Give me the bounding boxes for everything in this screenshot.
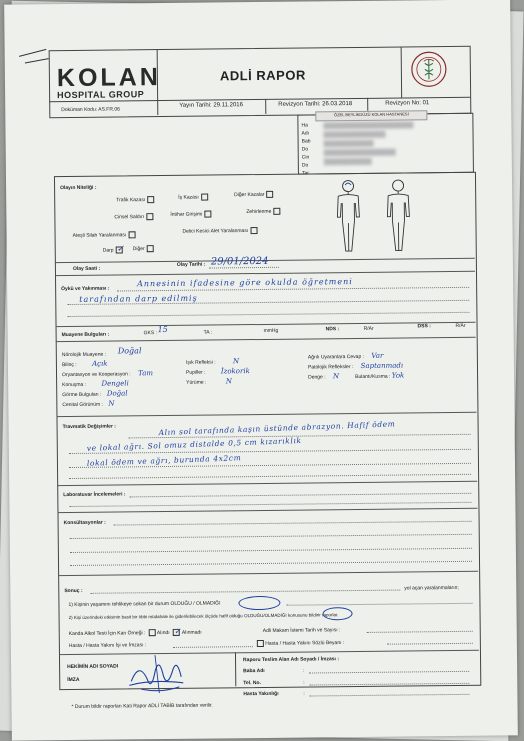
redacted-patient-field: [323, 121, 413, 129]
checkbox-verbal-statement[interactable]: [257, 640, 264, 647]
gks-label: GKS :: [143, 330, 157, 337]
body-diagram: [318, 176, 429, 257]
orientation-value[interactable]: Tam: [138, 369, 154, 378]
result-line-1-options[interactable]: OLDUĞU / OLMADIĞI: [170, 600, 221, 607]
balance-value[interactable]: N: [332, 372, 340, 381]
option-work: İş Kazası: [178, 194, 199, 201]
orientation-label: Oryantasyon ve Kooperasyon :: [62, 371, 131, 379]
incident-date-label: Olay Tarihi :: [176, 261, 206, 268]
pain-response-value[interactable]: Var: [371, 351, 384, 360]
report-title: ADLİ RAPOR: [219, 67, 306, 84]
result-label: Sonuç :: [64, 587, 83, 595]
result-line-2: 2) Kişi üzerindeki etkisinin basit bir tıbbi müdahale ile giderilebilecek ölçüde hafif olduğu: [68, 613, 243, 621]
prosecutor-label: Adli Makam İstemi Tarih ve Sayısı :: [262, 627, 341, 634]
doc-code: Doküman Kodu: AS.FR.06: [61, 106, 120, 114]
pathologic-reflex-value[interactable]: Saptanmadı: [360, 361, 404, 370]
checkbox-alcohol-taken[interactable]: [149, 629, 156, 636]
relation-label: Hasta Yakınlığı: [243, 690, 279, 698]
signature-label: İMZA: [67, 676, 80, 684]
neuro-title-value[interactable]: Doğal: [117, 346, 142, 356]
result-line-2-suffix: konusunu bildirir raporlar.: [287, 612, 339, 618]
checkbox-sexual-assault[interactable]: [146, 213, 153, 220]
option-sexual-assault: Cinsel Saldırı: [114, 214, 145, 221]
pupils-value[interactable]: İzokorik: [220, 367, 250, 376]
trauma-line-3[interactable]: lokal ödem ve ağrı, burunda 4x2cm: [86, 453, 242, 468]
pain-response-label: Ağrılı Uyaranlara Cevap :: [307, 353, 365, 361]
light-reflex-label: Işık Refleksi :: [185, 359, 216, 366]
checkbox-assault[interactable]: [116, 247, 123, 254]
vision-label: Görme Bulguları :: [62, 391, 102, 399]
option-other-accidents: Diğer Kazalar: [234, 191, 265, 199]
lab-label: Laboratuvar İncelemeleri :: [63, 491, 126, 499]
pupils-label: Pupiller :: [185, 369, 206, 376]
nds-label: NDS :: [325, 326, 340, 333]
history-line-2[interactable]: tarafından darp edilmiş: [79, 293, 198, 304]
doctor-signature: [121, 651, 191, 696]
revision-date: Revizyon Tarihi: 26.03.2018: [278, 101, 353, 108]
checkbox-poisoning[interactable]: [273, 208, 280, 215]
checkbox-stab[interactable]: [250, 227, 257, 234]
option-traffic: Trafik Kazası: [116, 197, 146, 204]
ta-unit: mmHg: [263, 327, 279, 334]
balance-label: Denge :: [308, 374, 326, 381]
speech-value[interactable]: Dengeli: [101, 379, 129, 388]
trauma-line-2[interactable]: ve lokal ağrı. Sol omuz distalde 0,5 cm kızarıklık: [86, 435, 302, 453]
light-reflex-value[interactable]: N: [232, 357, 240, 366]
option-assault: Darp: [102, 247, 114, 254]
logo-sub: HOSPITAL GROUP: [57, 89, 145, 101]
appearance-value[interactable]: N: [108, 399, 115, 408]
incident-time-label: Olay Saati :: [72, 265, 101, 272]
redacted-patient-field: [324, 158, 372, 166]
dss-unit: R/Ar: [455, 322, 466, 329]
trauma-line-1[interactable]: Alın sol tarafında kaşın üstünde abrazyon. Hafif ödem: [158, 419, 396, 438]
checkbox-other[interactable]: [147, 245, 154, 252]
checkbox-suicide[interactable]: [204, 211, 211, 218]
patient-labels: Ha Adı Bab Do Cin Do Tar: [301, 122, 311, 177]
alcohol-taken-label: Alındı: [156, 629, 170, 637]
nds-unit: R/Ar: [363, 325, 374, 332]
checkbox-traffic[interactable]: [147, 196, 154, 203]
redacted-patient-field: [324, 131, 386, 139]
alcohol-not-taken-check: ✓: [174, 626, 181, 636]
option-poisoning: Zehirlenme: [246, 208, 272, 215]
phone-label: Tel. No.: [243, 680, 261, 687]
history-label: Öykü ve Yakınması :: [61, 285, 110, 293]
incident-date-value[interactable]: 29/01/2024: [210, 255, 269, 268]
pen-mark: [25, 58, 49, 63]
receiver-label: Raporu Teslim Alan Adı Soyadı / İmzası :: [243, 656, 340, 664]
alcohol-not-taken-label: Alınmadı: [181, 629, 202, 636]
assault-check-mark: ✓: [116, 244, 125, 255]
ta-label: TA :: [203, 329, 213, 336]
walking-value[interactable]: N: [225, 377, 232, 386]
option-stab: Delici Kesici Alet Yaralanması: [182, 227, 249, 235]
option-other: Diğer: [132, 246, 145, 253]
history-line-1[interactable]: Annesinin ifadesine göre okulda öğretmeni: [137, 277, 353, 289]
publish-date: Yayın Tarihi: 29.11.2016: [179, 102, 243, 109]
speech-label: Konuşma :: [62, 381, 87, 389]
appearance-label: Cenital Görünüm :: [62, 401, 103, 409]
checkbox-firearm[interactable]: [128, 231, 135, 238]
relative-signature-label: Hasta / Hasta Yakını İşi ve İmzası :: [68, 642, 147, 650]
logo-main: KOLAN: [56, 63, 161, 93]
alcohol-label: Kanda Alkol Testi İçin Kan Örneği :: [68, 630, 146, 638]
redacted-patient-field: [324, 140, 374, 148]
nausea-label: Bulantı/Kusma :: [355, 373, 391, 381]
checkbox-work[interactable]: [201, 194, 208, 201]
option-firearm: Ateşli Silah Yaralanması: [72, 232, 127, 239]
dss-label: DSS :: [417, 323, 431, 330]
result-line-1: 1) Kişinin yaşamını tehlikeye sokan bir durum: [68, 600, 170, 609]
footer-note: * Durum bildir raporları Kati Rapor ADLİ TABİB tarafından verilir.: [71, 702, 213, 711]
neuro-title: Nörolojik Muayene :: [61, 351, 107, 359]
consciousness-label: Bilinç :: [61, 361, 77, 369]
ministry-seal: [410, 50, 448, 88]
result-suffix: yol açan yaralanmaların;: [404, 584, 459, 592]
consult-label: Konsültasyonlar :: [63, 519, 106, 527]
vision-value[interactable]: Doğal: [106, 389, 128, 398]
consciousness-value[interactable]: Açık: [92, 359, 108, 368]
checkbox-other-accidents[interactable]: [266, 191, 273, 198]
forensic-report-page: KOLAN HOSPITAL GROUP ADLİ RAPOR Doküman Kodu: AS.FR.06 Yayın Tarihi: 29.11.2016 Revizyon Tarihi: 26.03.2018 Revizyon No: 01 ÖZEL BEYLİKDÜZÜ KOLAN HASTANESİ Ha Adı Bab Do Cin Do Tar Olayın Niteliği : Trafik Kazası İş Kazası Diğer Kazalar Cinsel Saldırı İntihar Girişimi Zehirlenme Ateşli Silah Yaralanması Delici Kesici Alet Yaralanması Darp ✓ Diğer Olay Saati : Olay Tarihi : 29/01/2024 Öykü ve Yakınması : Annesinin ifadesine göre okulda öğretmeni tarafından darp edilmiş Muayene Bulguları : GKS : 15 TA : mmHg NDS : R/Ar DSS : R/Ar Nörolojik Muayene : Doğal Bilinç : Açık Oryantasyon ve Kooperasyon : Tam Konuşma : Dengeli Görme Bulguları : Doğal Cenital Görünüm : N Işık Refleksi : N Pupiller : İzokorik Yürüme : N Ağrılı Uyaranlara Cevap : Var Patolojik Refleksler : Saptanmadı Denge : N Bulantı/Kusma : Yok Travmatik Değişimler : Alın sol tarafında kaşın üstünde abrazyon. Hafif ödem ve lokal ağrı. Sol omuz distalde 0,5 cm kızarıklık lokal ödem ve ağrı, burunda 4x2cm Laboratuvar İncelemeleri : Konsültasyonlar : Sonuç : yol açan yaralanmaların; 1) Kişinin yaşamını tehlikeye sokan bir durum OLDUĞU / OLMADIĞI 2) Kişi üzerindeki etkisinin basit bir tıbbi müdahale ile giderilebilecek ölçüde hafif olduğu OLDUĞU/OLMADIĞI konusunu bildirir raporlar. Kanda Alkol Testi İçin Kan Örneği : Alındı ✓ Alınmadı Adli Makam İstemi Tarih ve Sayısı : Hasta / Hasta Yakını İşi ve İmzası : Hasta / Hasta Yakını Sözlü Beyanı : HEKİMİN ADI SOYADI İMZA Raporu Teslim Alan Adı Soyadı / İmzası : Baba Adı : Tel. No. : Hasta Yakınlığı : * Durum bildir raporları Kati Rapor ADLİ TABİB tarafından verilir.: [4, 0, 518, 741]
revision-no: Revizyon No: 01: [385, 100, 430, 107]
walking-label: Yürüme :: [186, 379, 207, 386]
patient-sticker: ÖZEL BEYLİKDÜZÜ KOLAN HASTANESİ: [315, 110, 427, 121]
gks-value[interactable]: 15: [157, 324, 168, 335]
father-name-label: Baba Adı: [243, 667, 265, 675]
redacted-patient-field: [324, 149, 396, 157]
hospital-logo: [56, 63, 161, 101]
option-suicide: İntihar Girişimi: [170, 211, 203, 218]
pathologic-reflex-label: Patolojik Refleksler :: [307, 364, 354, 371]
pen-mark: [19, 49, 46, 57]
trauma-label: Travmatik Değişimler :: [62, 423, 116, 431]
exam-findings-label: Muayene Bulguları :: [61, 331, 110, 339]
nausea-value[interactable]: Yok: [391, 371, 405, 380]
doctor-name-label: HEKİMİN ADI SOYADI: [67, 663, 119, 671]
verbal-statement-label: Hasta / Hasta Yakını Sözlü Beyanı :: [265, 639, 345, 647]
incident-type-label: Olayın Niteliği :: [60, 184, 97, 192]
result-line-2-options[interactable]: OLDUĞU/OLMADIĞI: [244, 612, 287, 619]
